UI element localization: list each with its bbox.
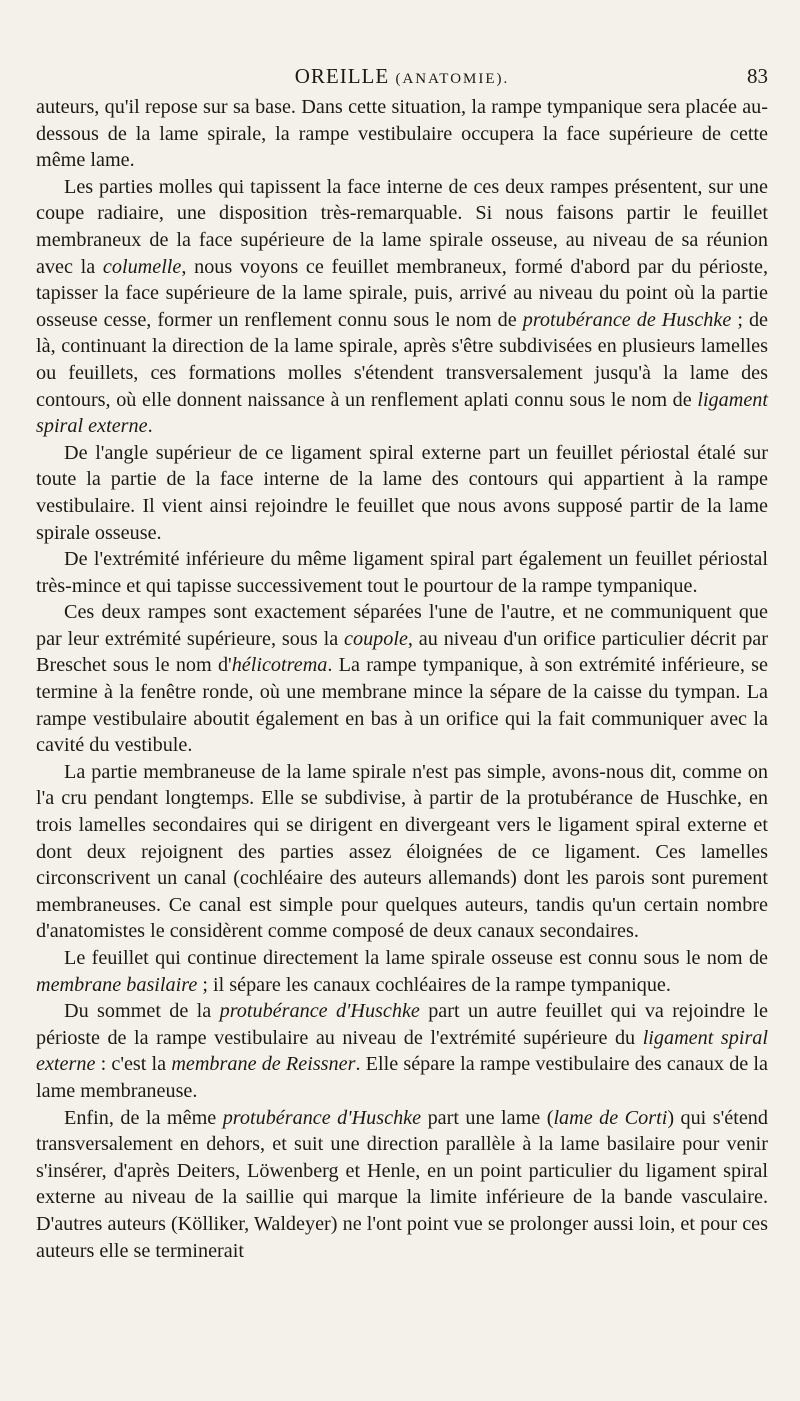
text-run: . Elle sépare la rampe vestibulaire des canaux de la lame membraneuse. — [36, 1053, 768, 1102]
text-run: ; de là, continuant la direction de la lame spirale, après s'être subdivisées en plusieurs lamelles ou feuillets, ces formations molles s'étendent transversalement jusqu'à la lame des contours, où elle donnent naissance à un renflement aplati connu sous le nom de — [36, 308, 768, 411]
italic-term: protubérance d'Huschke — [222, 1106, 422, 1129]
italic-term: ligament spiral externe — [36, 388, 768, 438]
text-run: ) qui s'étend transversalement en dehors, et suit une direction parallèle à la lame basilaire pour venir s'insérer, d'après Deiters, Löwenberg et Henle, en un point particulier du ligament spiral externe au niveau de la saillie qui marque la limite inférieure de la bande vasculaire. D'autres auteurs (Kölliker, Waldeyer) ne l'ont point vue se prolonger aussi loin, et pour ces auteurs elle se terminerait — [36, 1106, 768, 1262]
running-title — [36, 64, 768, 89]
paragraph — [36, 1105, 768, 1265]
italic-term: protubérance d'Huschke — [219, 1000, 420, 1023]
paragraph — [36, 998, 768, 1104]
text-run: . — [147, 415, 153, 438]
page-number: 83 — [747, 64, 768, 88]
running-title-main: OREILLE — [294, 64, 390, 88]
text-run: La partie membraneuse de la lame spirale n'est pas simple, avons-nous dit, comme on l'a cru pendant longtemps. Elle se subdivise, à partir de la protubérance de Huschke, en trois lamelles secondaires qui se dirigent en divergeant vers le ligament spiral externe et dont deux rejoignent des parties assez éloignées de ce ligament. Ces lamelles circonscrivent un canal (cochléaire des auteurs allemands) dont les parois sont purement membraneuses. Ce canal est simple pour quelques auteurs, tandis qu'un certain nombre d'anatomistes le considèrent comme composé de deux canaux secondaires. — [36, 760, 768, 943]
text-run: Le feuillet qui continue directement la lame spirale osseuse est connu sous le nom de — [64, 947, 768, 969]
text-run: De l'angle supérieur de ce ligament spiral externe part un feuillet périostal étalé sur toute la partie de la face interne de la lame des contours qui appartient à la rampe vestibulaire. Il vient ainsi rejoindre le feuillet que nous avons supposé partir de la lame spirale osseuse. — [36, 441, 768, 544]
text-run: . La rampe tympanique, à son extrémité inférieure, se termine à la fenêtre ronde, où une membrane mince la sépare de la caisse du tympan. La rampe vestibulaire aboutit également en bas à un orifice qui la fait communiquer avec la cavité du vestibule. — [36, 654, 768, 757]
running-title-subtitle: (ANATOMIE). — [395, 71, 510, 87]
text-run: , au niveau d'un orifice particulier décrit par Breschet sous le nom d' — [36, 627, 768, 677]
text-run: part un autre feuillet qui va rejoindre le périoste de la rampe vestibulaire au niveau de l'extrémité supérieure du — [36, 1000, 768, 1049]
italic-term: columelle — [102, 255, 182, 278]
text-run: : c'est la — [95, 1053, 172, 1076]
body-text — [36, 94, 768, 1264]
text-run: , nous voyons ce feuillet membraneux, formé d'abord par du périoste, tapisser la face supérieure de la lame spirale, puis, arrivé au niveau du point où la partie osseuse cesse, former un renflement connu sous le nom de — [36, 255, 769, 331]
paragraph — [36, 759, 768, 945]
italic-term: protubérance de Huschke — [522, 308, 732, 331]
paragraph — [36, 440, 768, 546]
text-run: Les parties molles qui tapissent la face interne de ces deux rampes présentent, sur une coupe radiaire, une disposition très-remarquable. Si nous faisons partir le feuillet membraneux de la face supérieure de la lame spirale osseuse, au niveau de sa réunion avec la — [36, 175, 768, 278]
text-run: De l'extrémité inférieure du même ligament spiral part également un feuillet périostal très-mince et qui tapisse successivement tout le pourtour de la rampe tympanique. — [36, 548, 768, 597]
running-head — [36, 64, 768, 94]
paragraph — [36, 174, 768, 440]
text-run: auteurs, qu'il repose sur sa base. Dans cette situation, la rampe tympanique sera placée au-dessous de la lame spirale, la rampe vestibulaire occupera la face supérieure de cette même lame. — [36, 96, 768, 172]
paragraph — [36, 546, 768, 599]
text-run: ; il sépare les canaux cochléaires de la rampe tympanique. — [197, 973, 671, 996]
text-run: part une lame ( — [421, 1106, 554, 1129]
italic-term: membrane basilaire — [36, 973, 198, 996]
italic-term: membrane de Reissner — [171, 1053, 356, 1076]
italic-term: lame de Corti — [553, 1106, 668, 1129]
italic-term: ligament spiral externe — [36, 1026, 769, 1076]
paragraph — [36, 599, 768, 759]
paragraph — [36, 94, 768, 174]
text-run: Enfin, de la même — [64, 1106, 223, 1129]
italic-term: coupole — [344, 627, 408, 650]
paragraph — [36, 945, 768, 998]
text-run: Ces deux rampes sont exactement séparées l'une de l'autre, et ne communiquent que par leur extrémité supérieure, sous la — [36, 601, 768, 650]
text-run: Du sommet de la — [64, 1000, 220, 1023]
italic-term: hélicotrema — [231, 654, 328, 677]
